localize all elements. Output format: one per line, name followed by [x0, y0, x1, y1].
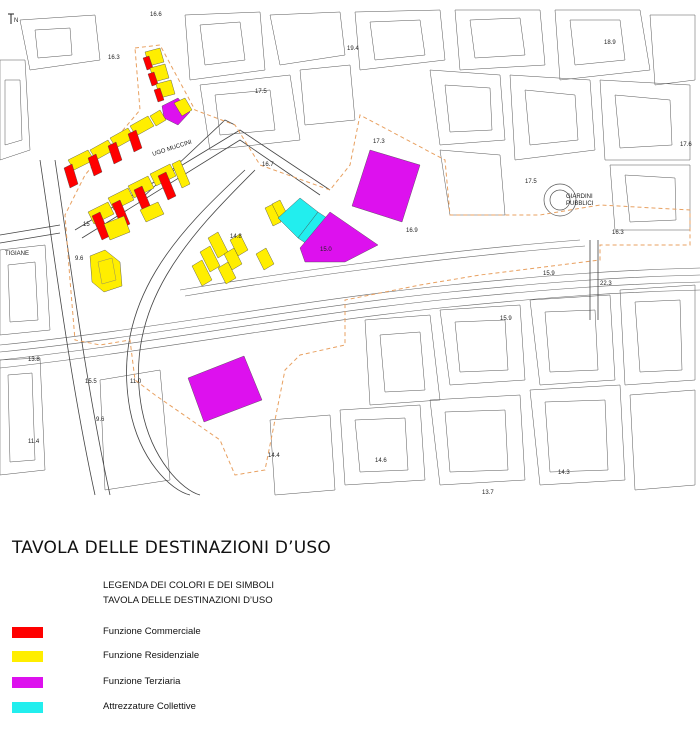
- roads: [0, 120, 598, 495]
- elevation-label: 17.5: [255, 89, 267, 95]
- elevation-label: 11.4: [28, 439, 40, 445]
- elevation-label: 16.6: [150, 12, 162, 18]
- elevation-label: 13.7: [482, 490, 494, 496]
- elevation-label: 19.4: [347, 46, 359, 52]
- elevation-label: 16.7: [262, 162, 274, 168]
- elevation-label: 9.6: [75, 256, 84, 262]
- legend-heading-line: TAVOLA DELLE DESTINAZIONI D’USO: [103, 595, 273, 606]
- street-label-ugo-muccini: UGO MUCCINI: [151, 139, 193, 158]
- legend-swatch-cyan: [12, 702, 43, 713]
- place-label-giardini: GIARDINI: [566, 194, 593, 200]
- legend-label: Funzione Commerciale: [103, 626, 201, 637]
- elevation-label: 14.6: [375, 458, 387, 464]
- legend-heading: [103, 578, 274, 608]
- elevation-label: 14.3: [558, 470, 570, 476]
- elevation-label: 11.0: [130, 379, 142, 385]
- elevation-label: 15.9: [543, 271, 555, 277]
- elevation-label: 16.3: [612, 230, 624, 236]
- legend-item-residenziale: [12, 651, 312, 663]
- elevation-label: 16.3: [108, 55, 120, 61]
- legend-item-collettive: [12, 702, 312, 714]
- legend-item-commerciale: [12, 627, 312, 639]
- elevation-label: 15.5: [85, 379, 97, 385]
- elevation-label: 15: [83, 222, 90, 228]
- legend-swatch-red: [12, 627, 43, 638]
- legend-item-terziaria: [12, 677, 312, 689]
- place-label-pubblici: PUBBLICI: [566, 201, 594, 207]
- central-residential: [192, 200, 288, 286]
- legend-swatch-magenta: [12, 677, 43, 688]
- elevation-label: 15.9: [500, 316, 512, 322]
- elevation-label: 15.0: [320, 247, 332, 253]
- legend-swatch-yellow: [12, 651, 43, 662]
- elevation-label: 9.6: [96, 417, 105, 423]
- elevation-label: 22.3: [600, 281, 612, 287]
- elevation-label: 14.8: [230, 234, 242, 240]
- legend-label: Attrezzature Collettive: [103, 701, 196, 712]
- roundabout: [544, 184, 576, 216]
- elevation-label: 16.9: [406, 228, 418, 234]
- elevation-label: 18.9: [604, 40, 616, 46]
- legend-label: Funzione Terziaria: [103, 676, 181, 687]
- street-label-tigiane: TIGIANE: [5, 251, 30, 257]
- elevation-label: 17.5: [525, 179, 537, 185]
- elevation-label: 14.4: [268, 453, 280, 459]
- elevation-label: 17.6: [680, 142, 692, 148]
- north-symbol: N: [14, 18, 19, 24]
- north-arrow: [8, 14, 18, 24]
- legend-heading-line: LEGENDA DEI COLORI E DEI SIMBOLI: [103, 580, 275, 591]
- project-boundary: [65, 45, 690, 475]
- page-title: TAVOLA DELLE DESTINAZIONI D’USO: [12, 538, 331, 558]
- elevation-label: 13.8: [28, 357, 40, 363]
- elevation-label: 17.3: [373, 139, 385, 145]
- legend-label: Funzione Residenziale: [103, 650, 200, 661]
